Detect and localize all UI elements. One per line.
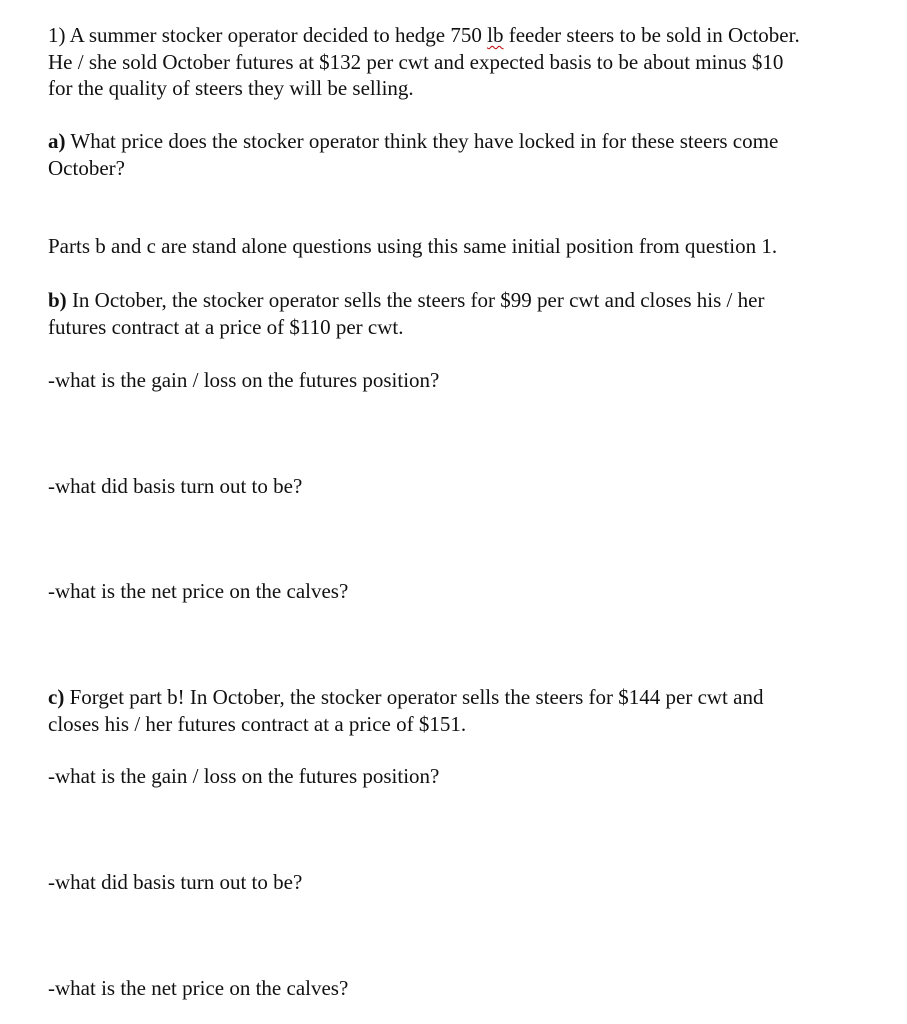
part-a-question [48,128,893,181]
intro-line-2: He / she sold October futures at $132 per cwt and expected basis to be about minus $10 [48,49,784,74]
part-c-net-price-question: -what is the net price on the calves? [48,976,349,1000]
part-a-line-2: October? [48,155,125,180]
part-c-line-1: Forget part b! In October, the stocker operator sells the steers for $144 per cwt and [64,685,764,709]
part-b-label: b) [48,288,67,312]
part-a-line-1: What price does the stocker operator think they have locked in for these steers come [65,129,779,153]
parts-note: Parts b and c are stand alone questions using this same initial position from question 1. [48,234,778,258]
part-a-label: a) [48,129,66,153]
part-c-basis-question: -what did basis turn out to be? [48,870,303,894]
part-b-question [48,287,893,340]
part-b-basis-question: -what did basis turn out to be? [48,474,303,498]
part-c-line-2: closes his / her futures contract at a price of $151. [48,711,467,736]
part-c-gain-loss-question: -what is the gain / loss on the futures position? [48,764,440,788]
part-b-line-2: futures contract at a price of $110 per cwt. [48,314,404,339]
part-b-gain-loss-question: -what is the gain / loss on the futures position? [48,368,440,392]
part-c-question [48,684,893,737]
question-1-intro [48,22,893,102]
intro-line-1: 1) A summer stocker operator decided to hedge 750 lb feeder steers to be sold in October. [48,23,800,47]
part-b-net-price-question: -what is the net price on the calves? [48,579,349,603]
intro-line-3: for the quality of steers they will be selling. [48,76,414,100]
part-c-label: c) [48,685,65,709]
part-b-line-1: In October, the stocker operator sells the steers for $99 per cwt and closes his / her [66,288,765,312]
spellcheck-flagged-word: lb [487,23,504,47]
